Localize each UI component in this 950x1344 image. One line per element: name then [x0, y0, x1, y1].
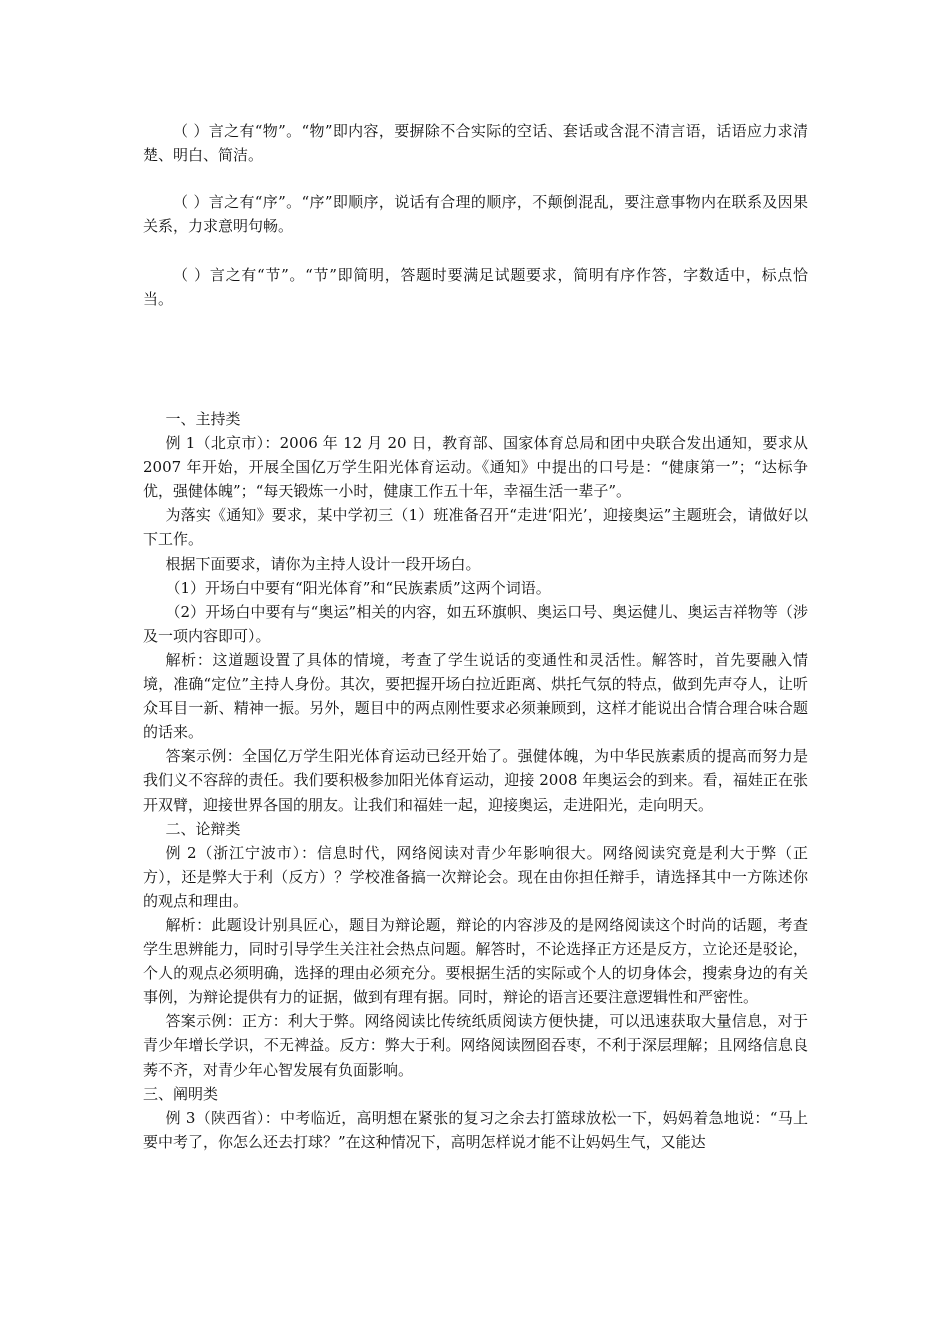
- example-1-requirement-2: （2）开场白中要有与“奥运”相关的内容，如五环旗帜、奥运口号、奥运健儿、奥运吉祥物等（涉及一项内容即可）。: [143, 602, 808, 645]
- paragraph-text: （ ）言之有“物”。“物”即内容，要摒除不合实际的空话、套话或含混不清言语，话语应力求清楚、明白、简洁。: [143, 122, 808, 164]
- paragraph-substance: [143, 119, 808, 167]
- example-2-analysis: 解析：此题设计别具匠心，题目为辩论题，辩论的内容涉及的是网络阅读这个时尚的话题，考查学生思辨能力，同时引导学生关注社会热点问题。解答时，不论选择正方还是反方，立论还是驳论，个人的观点必须明确，选择的理由必须充分。要根据生活的实际或个人的切身体会，搜索身边的有关事例，为辩论提供有力的证据，做到有理有据。同时，辩论的语言还要注意逻辑性和严密性。: [143, 915, 808, 1007]
- example-2-answer: 答案示例：正方：利大于弊。网络阅读比传统纸质阅读方便快捷，可以迅速获取大量信息，对于青少年增长学识，不无裨益。反方：弊大于利。网络阅读囫囵吞枣，不利于深层理解；且网络信息良莠不齐，对青少年心智发展有负面影响。: [143, 1012, 808, 1079]
- paragraph-text: （ ）言之有“序”。“序”即顺序，说话有合理的顺序，不颠倒混乱，要注意事物内在联系及因果关系，力求意明句畅。: [143, 193, 808, 235]
- example-1-requirement-1: （1）开场白中要有“阳光体育”和“民族素质”这两个词语。: [165, 578, 551, 597]
- paragraph-concise: [143, 263, 808, 311]
- section-heading-host: 一、主持类: [165, 410, 241, 428]
- section-heading-debate: 二、论辩类: [165, 819, 241, 838]
- example-3-question: 例 3（陕西省）：中考临近，高明想在紧张的复习之余去打篮球放松一下，妈妈着急地说：“马上要中考了，你怎么还去打球？”在这种情况下，高明怎样说才能不让妈妈生气，又能达: [143, 1108, 808, 1151]
- example-1-instruction: 根据下面要求，请你为主持人设计一段开场白。: [165, 554, 481, 573]
- example-1-task: 为落实《通知》要求，某中学初三（1）班准备召开“走进‘阳光’，迎接奥运”主题班会，请做好以下工作。: [143, 506, 808, 549]
- paragraph-order: [143, 190, 808, 238]
- example-2-question: 例 2（浙江宁波市）：信息时代，网络阅读对青少年影响很大。网络阅读究竟是利大于弊（正方），还是弊大于利（反方）？学校准备搞一次辩论会。现在由你担任辩手，请选择其中一方陈述你的观点和理由。: [143, 843, 808, 910]
- example-1-analysis: 解析：这道题设置了具体的情境，考查了学生说话的变通性和灵活性。解答时，首先要融入情境，准确“定位”主持人身份。其次，要把握开场白拉近距离、烘托气氛的特点，做到先声夺人，让听众耳目一新、精神一振。另外，题目中的两点刚性要求必须兼顾到，这样才能说出合情合理合味合题的话来。: [143, 650, 808, 742]
- main-content: [143, 407, 808, 1154]
- paragraph-text: （ ）言之有“节”。“节”即简明，答题时要满足试题要求，简明有序作答，字数适中，标点恰当。: [143, 266, 808, 308]
- example-1-answer: 答案示例：全国亿万学生阳光体育运动已经开始了。强健体魄，为中华民族素质的提高而努力是我们义不容辞的责任。我们要积极参加阳光体育运动，迎接 2008 年奥运会的到来。看，福娃正在张开双臂，迎接世界各国的朋友。让我们和福娃一起，迎接奥运，走进阳光，走向明天。: [143, 747, 808, 814]
- example-1-question: 例 1（北京市）：2006 年 12 月 20 日，教育部、国家体育总局和团中央联合发出通知，要求从 2007 年开始，开展全国亿万学生阳光体育运动。《通知》中提出的口号是：“健康第一”；“达标争优，强健体魄”；“每天锻炼一小时，健康工作五十年，幸福生活一辈子”。: [143, 434, 808, 501]
- section-heading-explain: 三、阐明类: [143, 1084, 219, 1103]
